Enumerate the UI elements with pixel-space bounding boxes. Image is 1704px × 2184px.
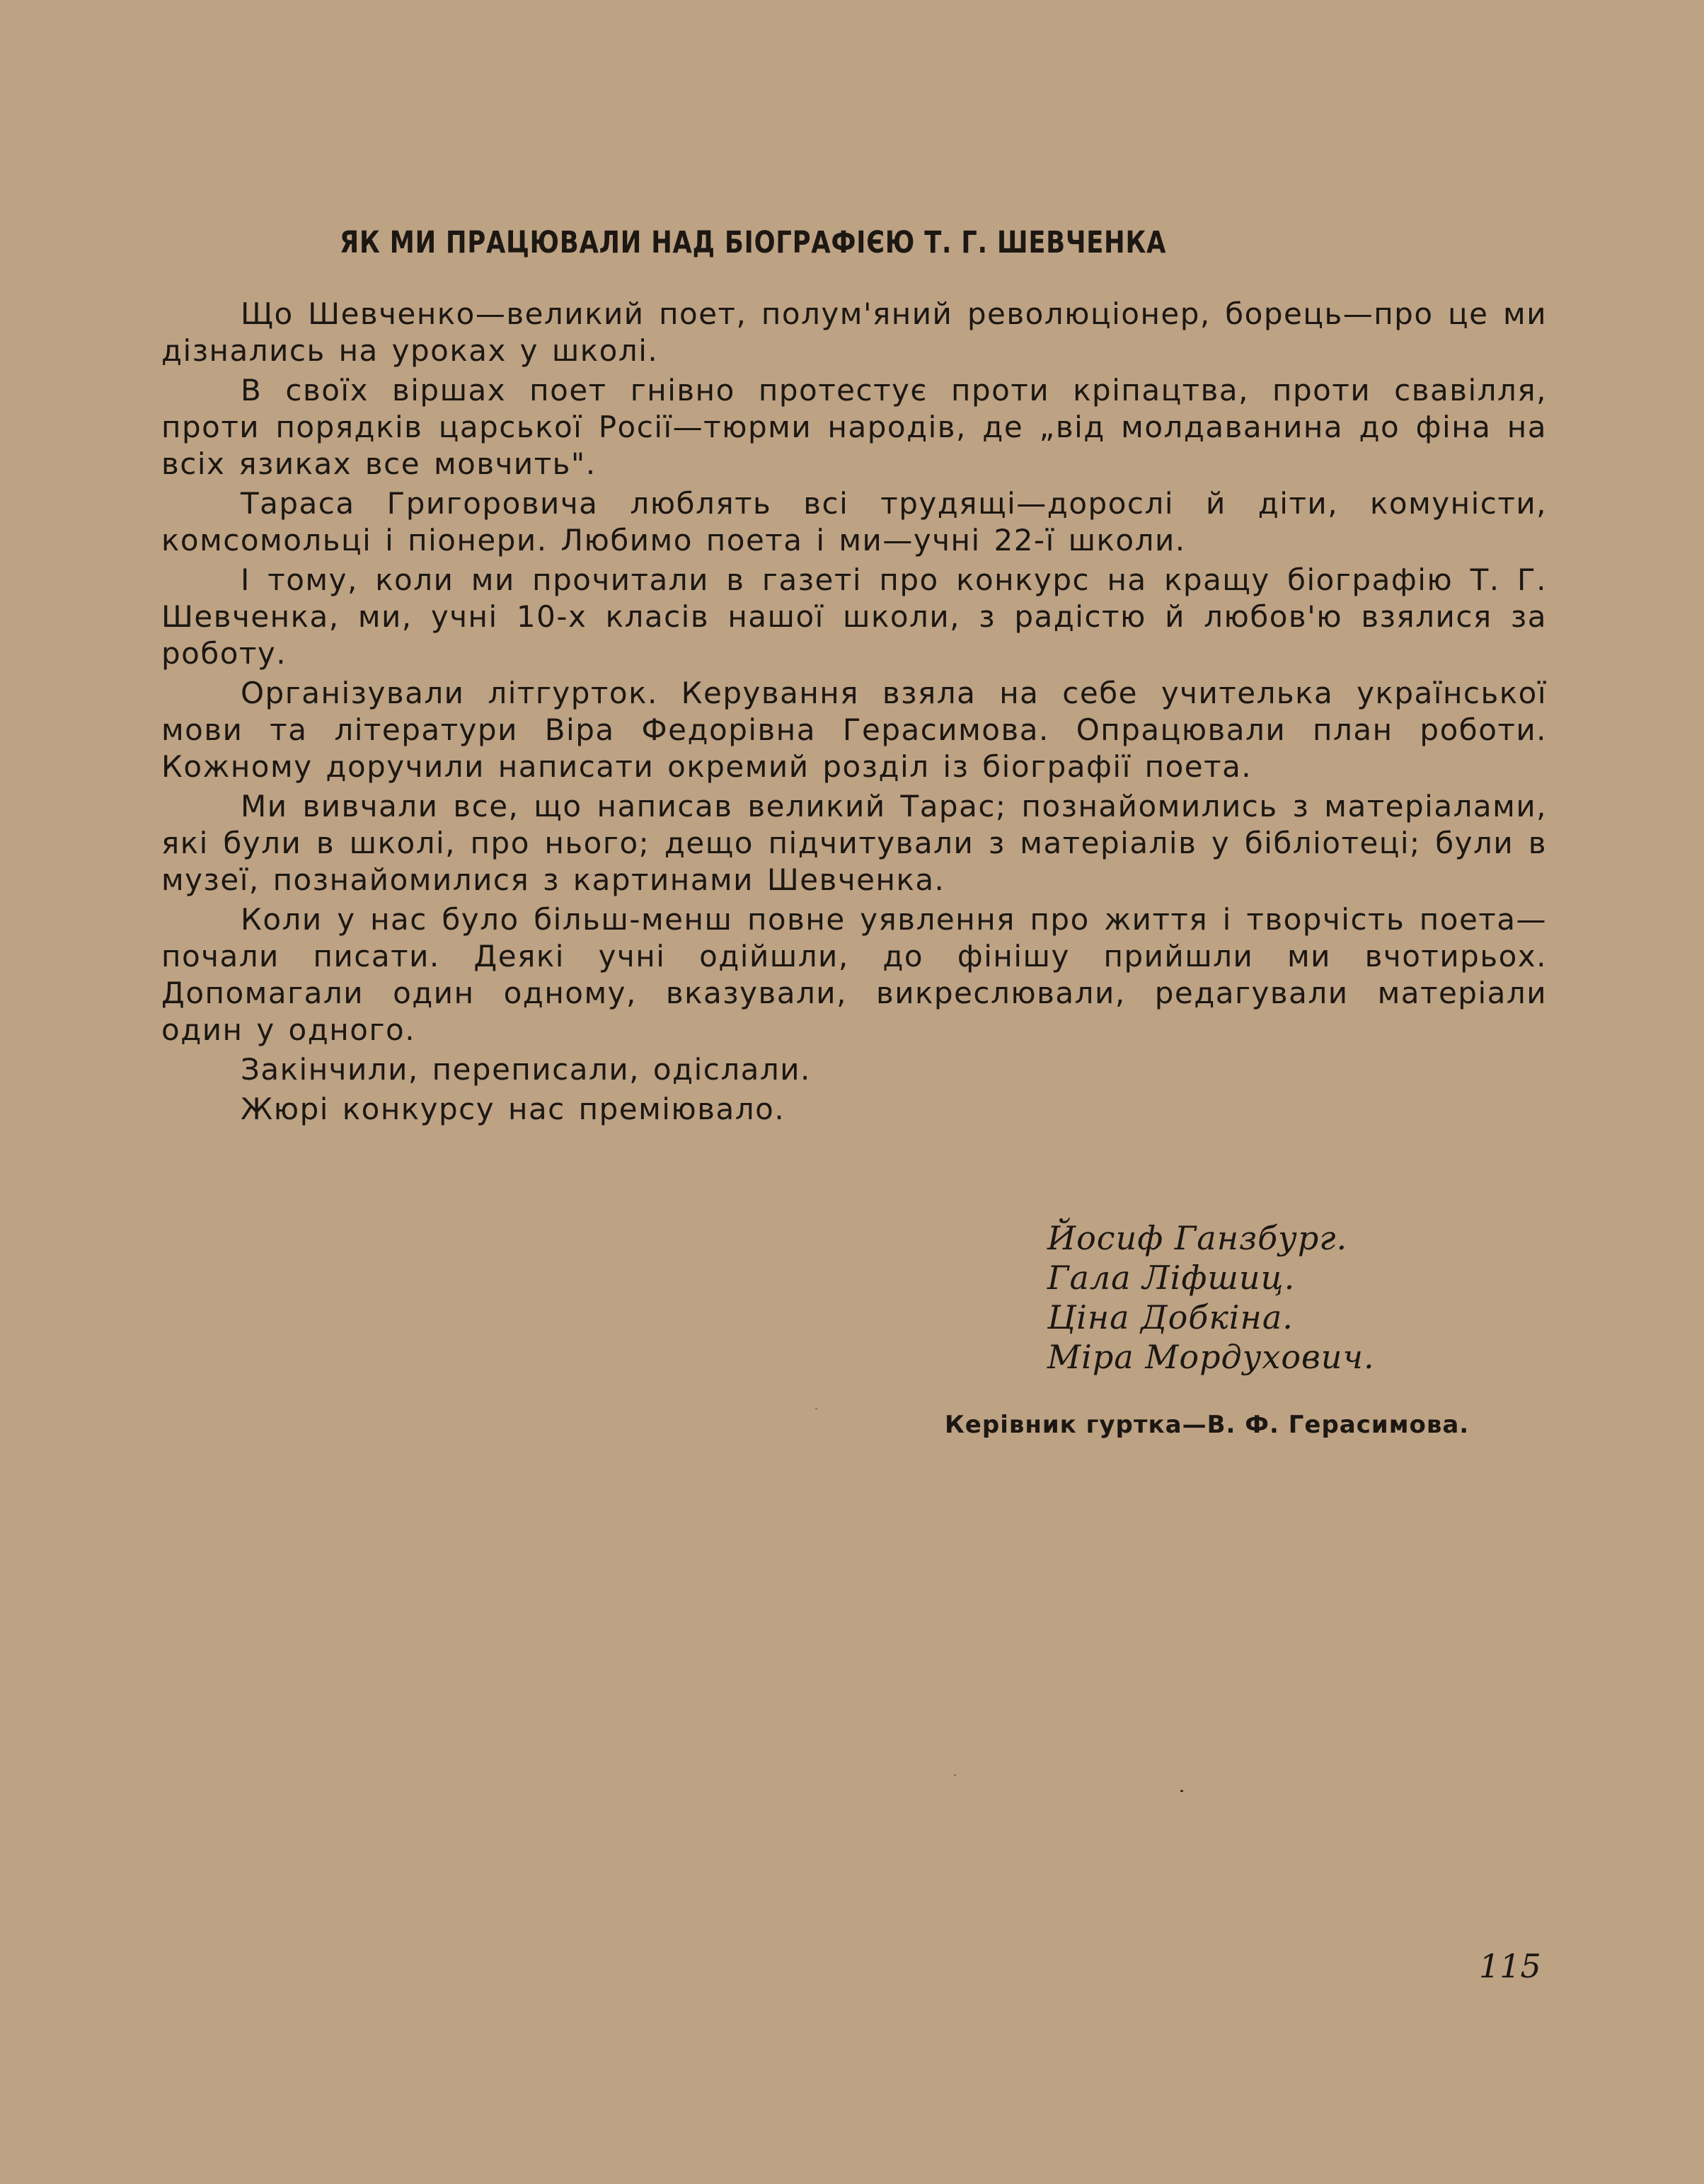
paragraph: Жюрі конкурсу нас преміювало.	[241, 1092, 785, 1126]
page-number: 115	[1479, 1947, 1541, 1985]
page-title: ЯК МИ ПРАЦЮВАЛИ НАД БІОГРАФІЄЮ Т. Г. ШЕВЧЕНКА	[340, 225, 1167, 260]
signature-name: Міра Мордухович.	[1047, 1338, 1375, 1376]
paragraph: В своїх віршах поет гнівно протестує проти кріпацтва, проти свавілля, проти порядків царської Росії—тюрми народів, де „від молдаванина до фіна на всіх язиках все мовчить".	[161, 373, 1547, 481]
signature-name: Йосиф Ганзбург.	[1047, 1219, 1348, 1257]
print-speck	[1180, 1790, 1183, 1792]
group-leader-line: Керівник гуртка—В. Ф. Герасимова.	[945, 1411, 1470, 1439]
signature-name: Гала Ліфшиц.	[1047, 1259, 1296, 1297]
signature-name: Ціна Добкіна.	[1047, 1298, 1294, 1336]
paragraph: Ми вивчали все, що написав великий Тарас; познайомились з матеріалами, які були в школі, про нього; дещо підчитували з матеріалів у бібліотеці; були в музеї, познайомилися з картинами Шевченка.	[161, 789, 1547, 897]
signature-block	[1047, 1218, 1375, 1377]
print-speck	[815, 1408, 817, 1409]
paragraph: Тараса Григоровича люблять всі трудящі—дорослі й діти, комуністи, комсомольці і піонери. Любимо поета і ми—учні 22-ї школи.	[161, 486, 1547, 557]
paragraph: Коли у нас було більш-менш повне уявлення про життя і творчість поета—почали писати. Деякі учні одійшли, до фінішу прийшли ми вчотирьох. Допомагали один одному, вказували, викреслювали, редагували матеріали один у одного.	[161, 902, 1547, 1047]
paragraph: Організували літгурток. Керування взяла на себе учителька української мови та літератури Віра Федорівна Герасимова. Опрацювали план роботи. Кожному доручили написати окремий розділ із біографії поета.	[161, 676, 1547, 784]
paragraph: І тому, коли ми прочитали в газеті про конкурс на кращу біографію Т. Г. Шевченка, ми, учні 10-х класів нашої школи, з радістю й любов'ю взялися за роботу.	[161, 562, 1547, 671]
paragraph: Що Шевченко—великий поет, полум'яний революціонер, борець—про це ми дізнались на уроках у школі.	[161, 296, 1547, 368]
article-body	[161, 296, 1547, 1131]
paragraph: Закінчили, переписали, одіслали.	[241, 1052, 811, 1087]
print-speck	[954, 1774, 956, 1776]
